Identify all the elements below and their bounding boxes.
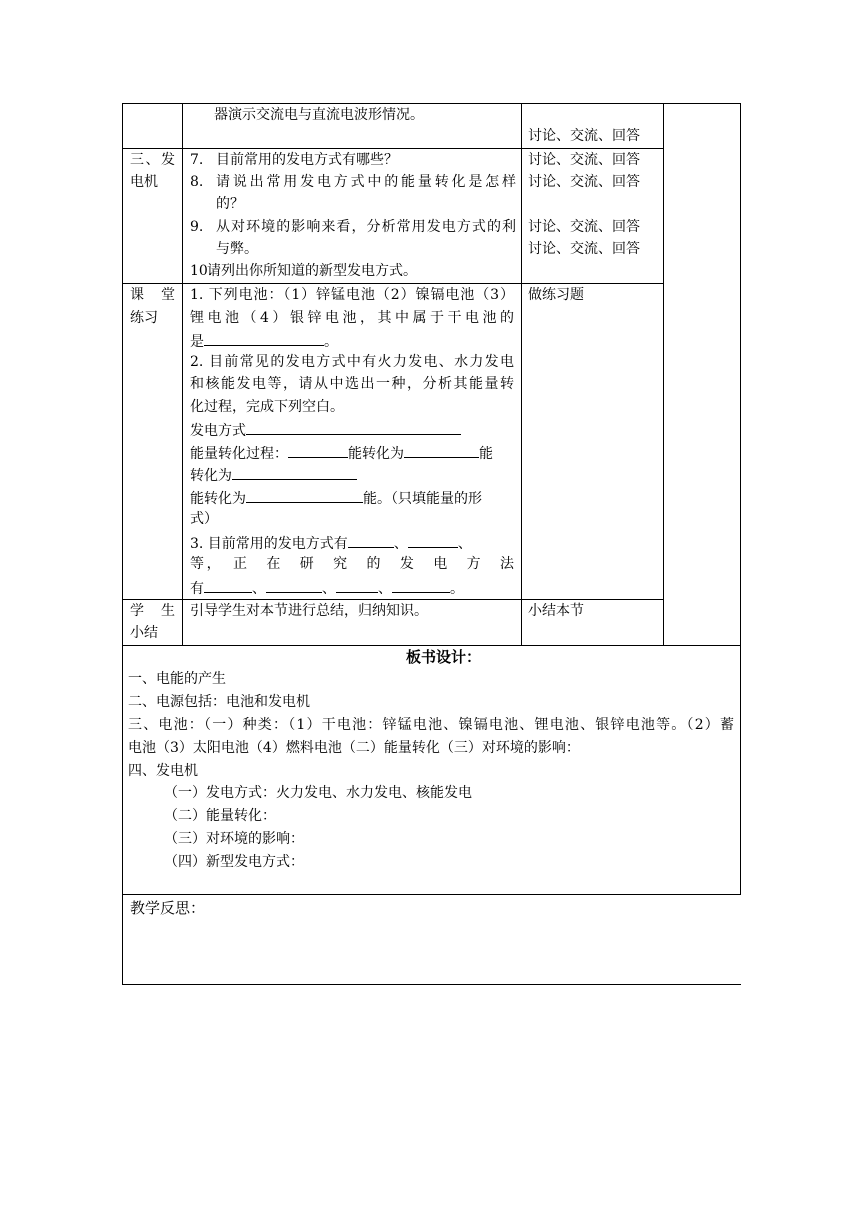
q3-end: 。 xyxy=(450,581,464,597)
q2-process-label: 能量转化过程： xyxy=(190,446,288,462)
q2-conv2-end: 能。（只填能量的形 xyxy=(363,491,482,507)
q1-line3-end: 。 xyxy=(324,334,338,350)
q2-line3: 化过程，完成下列空白。 xyxy=(190,399,344,415)
q3-line2: 等， 正 在 研 究 的 发 电 方 法 xyxy=(190,556,514,572)
q2-conv2-tail: 式） xyxy=(190,511,218,527)
board-line-4: 电池（3）太阳电池（4）燃料电池（二）能量转化（三）对环境的影响： xyxy=(128,740,580,756)
q3-line3-prefix: 有 xyxy=(190,581,204,597)
q2-conv-label: 转化为 xyxy=(190,468,232,484)
row0-activity: 讨论、交流、回答 xyxy=(528,128,640,144)
row3-activity: 小结本节 xyxy=(528,603,584,619)
row1-label-line1: 三、发 xyxy=(130,152,175,168)
item10-num: 10. xyxy=(190,263,213,279)
q3-sep-1: 、 xyxy=(393,536,408,552)
q2-conv2-line xyxy=(190,486,482,510)
board-line-7: （二）能量转化： xyxy=(164,808,276,824)
row3-label-line1: 学 生 xyxy=(130,603,175,619)
q1-answer-blank[interactable] xyxy=(204,329,324,346)
row0-content: 器演示交流电与直流电波形情况。 xyxy=(214,107,424,123)
row1-activity-3: 讨论、交流、回答 xyxy=(528,219,640,235)
item7-text: 目前常用的发电方式有哪些？ xyxy=(216,152,398,168)
board-line-3: 三、电池：（一）种类：（1）干电池：锌锰电池、镍镉电池、锂电池、银锌电池等。（2）蓄 xyxy=(128,717,734,733)
q3-blank-1[interactable] xyxy=(348,531,394,548)
q3-sep-3: 、 xyxy=(252,581,266,597)
q3-sep-5: 、 xyxy=(378,581,392,597)
q3-blank-3[interactable] xyxy=(204,576,252,593)
q2-energy-blank-2[interactable] xyxy=(404,441,479,458)
item7-num: 7. xyxy=(190,152,204,168)
row2-label-line1: 课 堂 xyxy=(130,287,175,303)
q2-method-blank[interactable] xyxy=(246,418,461,435)
reflection-title: 教学反思： xyxy=(130,899,206,917)
q2-process-line xyxy=(190,441,493,465)
q3-blank-2[interactable] xyxy=(408,531,458,548)
board-line-5: 四、发电机 xyxy=(128,763,198,779)
q2-process-end: 能 xyxy=(479,446,493,462)
q3-line1-text: 3. 目前常用的发电方式有 xyxy=(190,536,348,552)
board-line-2: 二、电源包括：电池和发电机 xyxy=(128,694,310,710)
item8-text-line1: 请说出常用发电方式中的能量转化是怎样 xyxy=(216,174,516,190)
row1-activity-1: 讨论、交流、回答 xyxy=(528,152,640,168)
q2-energy-blank-4[interactable] xyxy=(246,486,363,503)
q1-line3 xyxy=(190,329,338,353)
q2-energy-blank-1[interactable] xyxy=(288,441,348,458)
item9-text-line1: 从对环境的影响来看，分析常用发电方式的利 xyxy=(216,219,516,235)
q2-line1: 2. 目前常见的发电方式中有火力发电、水力发电 xyxy=(190,354,514,370)
board-line-1: 一、电能的产生 xyxy=(128,671,226,687)
q3-sep-4: 、 xyxy=(322,581,336,597)
board-line-9: （四）新型发电方式： xyxy=(164,854,304,870)
q3-line1 xyxy=(190,531,472,555)
board-title: 板书设计： xyxy=(406,648,482,666)
q3-blank-5[interactable] xyxy=(336,576,378,593)
row1-label-line2: 电机 xyxy=(130,174,158,190)
q2-method-label: 发电方式 xyxy=(190,423,246,439)
row2-activity: 做练习题 xyxy=(528,287,584,303)
q1-line2: 锂电池（4）银锌电池，其中属于干电池的 xyxy=(190,310,514,326)
item8-text-line2: 的？ xyxy=(216,196,244,212)
q3-blank-4[interactable] xyxy=(266,576,322,593)
reflection-area[interactable] xyxy=(124,922,738,982)
board-line-6: （一）发电方式：火力发电、水力发电、核能发电 xyxy=(164,785,472,801)
q2-line2: 和核能发电等，请从中选出一种，分析其能量转 xyxy=(190,376,514,392)
q2-energy-blank-3[interactable] xyxy=(232,463,357,480)
row2-label-line2: 练习 xyxy=(130,310,158,326)
q3-line3 xyxy=(190,576,464,600)
q2-conv2-label: 能转化为 xyxy=(190,491,246,507)
q1-line3-prefix: 是 xyxy=(190,334,204,350)
q2-method-line xyxy=(190,418,461,442)
item10-text: 请列出你所知道的新型发电方式。 xyxy=(207,263,417,279)
row1-activity-4: 讨论、交流、回答 xyxy=(528,241,640,257)
q2-process-mid: 能转化为 xyxy=(348,446,404,462)
q1-line1: 1. 下列电池：（1）锌锰电池（2）镍镉电池（3） xyxy=(190,287,514,303)
row3-label-line2: 小结 xyxy=(130,625,158,641)
q3-sep-2: 、 xyxy=(457,536,472,552)
item8-num: 8. xyxy=(190,174,204,190)
board-line-8: （三）对环境的影响： xyxy=(164,831,304,847)
row3-content: 引导学生对本节进行总结，归纳知识。 xyxy=(190,603,428,619)
q3-blank-6[interactable] xyxy=(392,576,450,593)
item9-text-line2: 与弊。 xyxy=(216,241,258,257)
q2-conv-line xyxy=(190,463,357,487)
row1-activity-2: 讨论、交流、回答 xyxy=(528,174,640,190)
item9-num: 9. xyxy=(190,219,204,235)
